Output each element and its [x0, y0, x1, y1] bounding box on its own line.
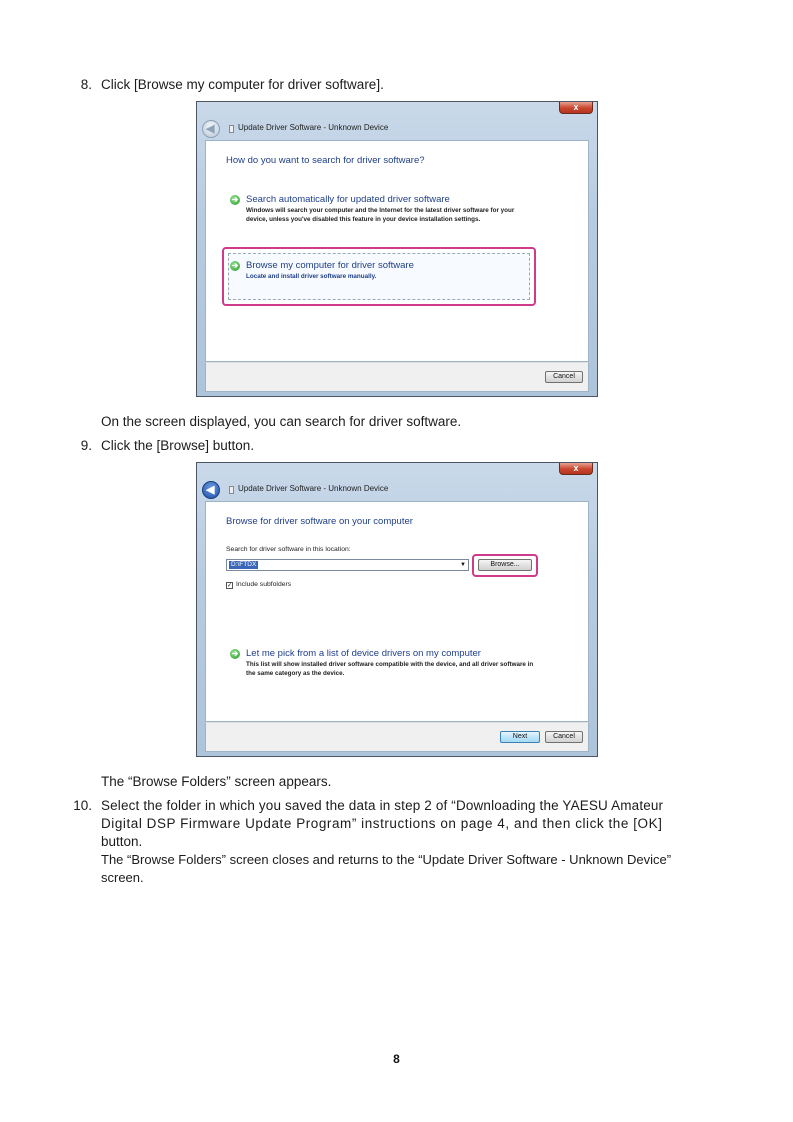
dialog-search-method [196, 101, 598, 397]
cancel-button[interactable]: Cancel [545, 371, 583, 383]
green-arrow-icon: ➔ [231, 649, 239, 658]
location-label: Search for driver software in this location: [226, 546, 351, 553]
step-10-line-5: screen. [101, 870, 144, 885]
dropdown-arrow-icon[interactable]: ▼ [460, 562, 466, 568]
dialog-titlebar [197, 463, 597, 483]
option-pick-from-list-desc: This list will show installed driver software compatible with the device, and all driver software in the same category as the device. [246, 661, 534, 677]
next-button[interactable]: Next [500, 731, 540, 743]
step-10-line-2: Digital DSP Firmware Update Program” instructions on page 4, and then click the [OK] [101, 816, 663, 831]
dialog-heading: Browse for driver software on your computer [226, 516, 413, 527]
close-button[interactable]: x [559, 463, 593, 475]
dialog-titlebar [197, 102, 597, 122]
option-pick-from-list[interactable]: Let me pick from a list of device drivers on my computer [246, 648, 481, 659]
option-browse-my-computer-desc: Locate and install driver software manually. [246, 273, 377, 280]
step-9-text: Click the [Browse] button. [101, 438, 255, 453]
dialog-content [205, 140, 589, 362]
cancel-button[interactable]: Cancel [545, 731, 583, 743]
close-button[interactable]: x [559, 102, 593, 114]
step-10-line-4: The “Browse Folders” screen closes and returns to the “Update Driver Software - Unknown Device” [101, 852, 672, 867]
include-subfolders-label: Include subfolders [236, 581, 292, 588]
option-browse-my-computer[interactable]: Browse my computer for driver software [246, 260, 414, 271]
step-9-result: The “Browse Folders” screen appears. [101, 774, 332, 789]
option-search-automatically-desc: Windows will search your computer and the Internet for the latest driver software for your device, unless you've disabled this feature in your device installation settings. [246, 207, 515, 223]
step-8-number: 8. [80, 77, 92, 92]
device-icon [229, 125, 234, 133]
dialog-content [205, 501, 589, 722]
dialog-footer [205, 362, 589, 392]
step-9-number: 9. [80, 438, 92, 453]
location-combobox[interactable] [226, 559, 469, 571]
step-10-number: 10. [73, 798, 92, 813]
dialog-browse-computer [196, 462, 598, 757]
step-10-line-3: button. [101, 834, 143, 849]
device-icon [229, 486, 234, 494]
dialog-footer [205, 722, 589, 752]
window-title: Update Driver Software - Unknown Device [238, 123, 389, 132]
option-search-automatically[interactable]: Search automatically for updated driver software [246, 194, 450, 205]
back-button[interactable] [202, 481, 220, 499]
step-8-result: On the screen displayed, you can search for driver software. [101, 414, 462, 429]
page-number: 8 [393, 1052, 400, 1066]
step-10-line-1: Select the folder in which you saved the data in step 2 of “Downloading the YAESU Amateur [101, 798, 664, 813]
browse-button[interactable]: Browse... [478, 559, 532, 571]
back-button[interactable] [202, 120, 220, 138]
dialog-heading: How do you want to search for driver software? [226, 155, 425, 166]
green-arrow-icon: ➔ [231, 261, 239, 270]
window-title: Update Driver Software - Unknown Device [238, 484, 389, 493]
location-value[interactable]: D:\FTDX [231, 561, 257, 568]
dialog-address-bar [197, 122, 597, 140]
back-arrow-icon: ◀ [206, 123, 215, 135]
include-subfolders-checkbox[interactable]: ✓ [227, 583, 233, 589]
back-arrow-icon: ◀ [206, 484, 215, 496]
green-arrow-icon: ➔ [231, 195, 239, 204]
step-8-text: Click [Browse my computer for driver software]. [101, 77, 384, 92]
dialog-address-bar [197, 483, 597, 501]
